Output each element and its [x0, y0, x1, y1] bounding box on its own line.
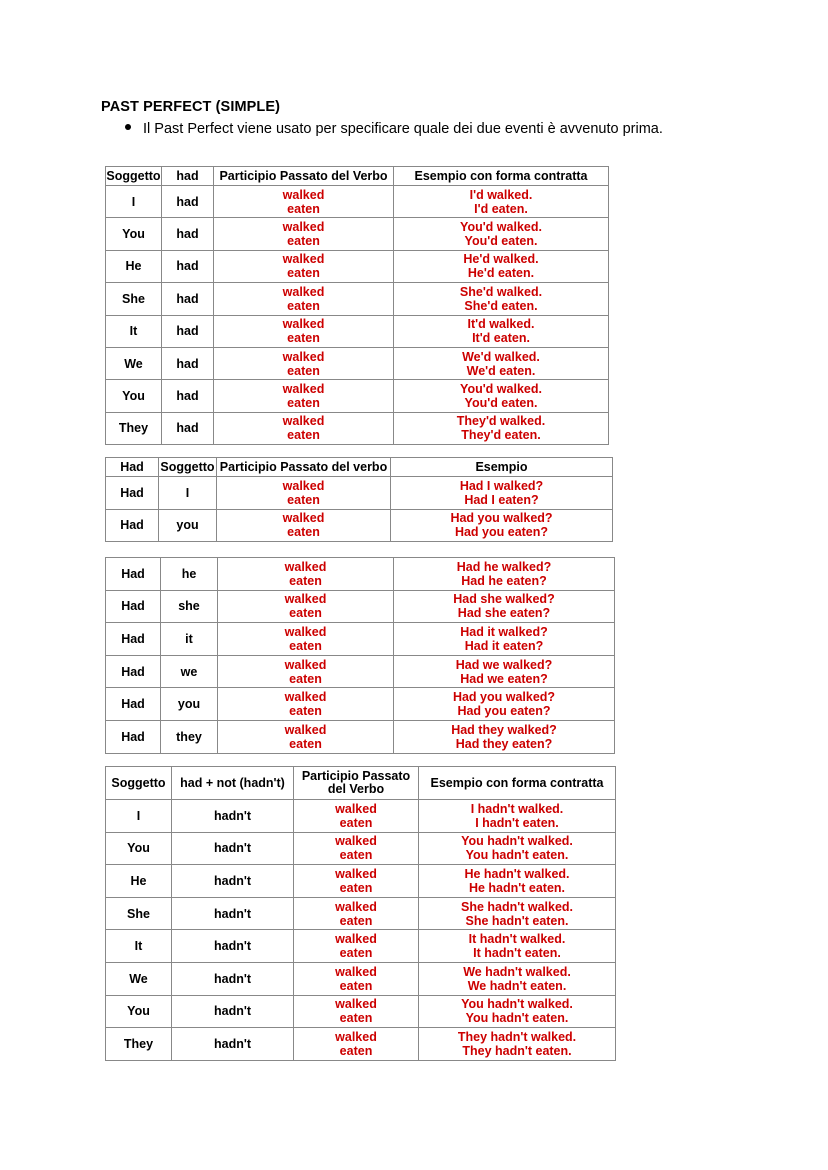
example-cell — [419, 832, 616, 865]
table-row — [106, 962, 616, 995]
example-line1: Had you walked? — [452, 690, 556, 705]
subject-cell: I — [159, 477, 217, 510]
example-line2: They'd eaten. — [461, 428, 541, 443]
participle-line1: walked — [335, 866, 377, 881]
aux-cell: had — [162, 380, 214, 412]
example-line2: He hadn't eaten. — [468, 880, 566, 895]
table-row — [106, 1028, 616, 1061]
header-participle-line2: del Verbo — [327, 782, 385, 796]
example-line1: Had he walked? — [456, 559, 552, 574]
header-participle — [294, 767, 419, 800]
participle-line1: walked — [282, 252, 325, 267]
header-subject: Soggetto — [106, 767, 172, 800]
table-row — [106, 832, 616, 865]
affirmative-rows — [106, 186, 609, 445]
aux-cell: had — [162, 218, 214, 250]
example-line1: Had you walked? — [450, 511, 553, 526]
table-row — [106, 347, 609, 379]
example-line1: Had it walked? — [460, 624, 548, 639]
participle-line2: eaten — [287, 396, 320, 411]
header-participle-line1: Participio Passato — [301, 769, 411, 783]
participle-cell — [218, 558, 394, 591]
table-row — [106, 412, 609, 444]
subject-cell: you — [161, 688, 218, 721]
participle-line2: eaten — [339, 978, 373, 993]
example-line1: Had I walked? — [459, 478, 544, 493]
affirmative-table — [105, 166, 609, 445]
participle-line1: walked — [282, 187, 325, 202]
example-line2: It hadn't eaten. — [473, 946, 561, 961]
bullet-dot-icon — [125, 124, 131, 130]
subject-cell: It — [106, 315, 162, 347]
participle-line1: walked — [284, 690, 327, 705]
participle-line1: walked — [282, 478, 325, 493]
participle-line2: eaten — [289, 606, 322, 621]
header-aux: Had — [106, 458, 159, 477]
aux-cell: Had — [106, 688, 161, 721]
subject-cell: You — [106, 380, 162, 412]
question-rows-b — [106, 558, 615, 754]
example-line2: You'd eaten. — [464, 396, 538, 411]
example-line1: It hadn't walked. — [468, 932, 566, 947]
aux-cell: Had — [106, 477, 159, 510]
participle-line1: walked — [335, 964, 377, 979]
example-cell — [391, 509, 613, 542]
example-cell — [419, 1028, 616, 1061]
participle-cell — [218, 688, 394, 721]
subject-cell: It — [106, 930, 172, 963]
participle-line2: eaten — [287, 298, 320, 313]
example-line2: Had you eaten? — [457, 704, 551, 719]
example-cell — [419, 962, 616, 995]
header-example: Esempio con forma contratta — [419, 767, 616, 800]
question-table-header — [105, 457, 613, 542]
aux-cell: hadn't — [172, 897, 294, 930]
aux-cell: hadn't — [172, 800, 294, 833]
subject-cell: They — [106, 412, 162, 444]
example-line1: I'd walked. — [469, 187, 533, 202]
table-row — [106, 590, 615, 623]
example-cell — [394, 720, 615, 753]
bullet-text: Il Past Perfect viene usato per specificare quale dei due eventi è avvenuto prima. — [143, 121, 663, 137]
example-line2: It'd eaten. — [472, 331, 530, 346]
example-cell — [394, 218, 609, 250]
example-line1: Had they walked? — [451, 722, 557, 737]
participle-line2: eaten — [287, 492, 320, 507]
subject-cell: we — [161, 655, 218, 688]
subject-cell: they — [161, 720, 218, 753]
participle-line2: eaten — [289, 736, 322, 751]
participle-cell — [218, 655, 394, 688]
table-row — [106, 688, 615, 721]
example-line1: You'd walked. — [460, 220, 542, 235]
participle-cell — [294, 930, 419, 963]
participle-line1: walked — [284, 657, 327, 672]
example-line2: We'd eaten. — [466, 363, 536, 378]
participle-cell — [294, 995, 419, 1028]
example-line1: You hadn't walked. — [461, 997, 573, 1012]
header-subject: Soggetto — [159, 458, 217, 477]
participle-line2: eaten — [339, 848, 373, 863]
subject-cell: I — [106, 186, 162, 218]
participle-line1: walked — [284, 592, 327, 607]
table-row — [106, 250, 609, 282]
participle-cell — [294, 962, 419, 995]
participle-line1: walked — [284, 559, 327, 574]
aux-cell: Had — [106, 655, 161, 688]
aux-cell: hadn't — [172, 1028, 294, 1061]
participle-cell — [214, 380, 394, 412]
participle-line2: eaten — [339, 946, 373, 961]
table-row — [106, 477, 613, 510]
example-line2: Had they eaten? — [455, 736, 553, 751]
participle-line2: eaten — [289, 704, 322, 719]
example-cell — [394, 250, 609, 282]
example-line1: She hadn't walked. — [460, 899, 574, 914]
participle-line1: walked — [282, 284, 325, 299]
subject-cell: You — [106, 832, 172, 865]
subject-cell: We — [106, 962, 172, 995]
participle-line1: walked — [335, 932, 377, 947]
participle-cell — [214, 283, 394, 315]
header-participle: Participio Passato del Verbo — [214, 167, 394, 186]
subject-cell: He — [106, 250, 162, 282]
header-participle: Participio Passato del verbo — [217, 458, 391, 477]
example-line2: You'd eaten. — [464, 234, 538, 249]
aux-cell: hadn't — [172, 962, 294, 995]
example-cell — [419, 800, 616, 833]
participle-cell — [294, 897, 419, 930]
participle-cell — [218, 623, 394, 656]
subject-cell: she — [161, 590, 218, 623]
example-cell — [394, 558, 615, 591]
negative-table — [105, 766, 616, 1061]
aux-cell: had — [162, 186, 214, 218]
participle-line2: eaten — [289, 638, 322, 653]
example-line1: We'd walked. — [462, 349, 540, 364]
example-line1: He hadn't walked. — [464, 866, 570, 881]
example-cell — [419, 930, 616, 963]
example-line1: It'd walked. — [467, 317, 535, 332]
example-line1: You'd walked. — [460, 382, 542, 397]
example-line2: Had he eaten? — [461, 573, 547, 588]
subject-cell: you — [159, 509, 217, 542]
example-line1: You hadn't walked. — [461, 834, 573, 849]
participle-line2: eaten — [287, 363, 320, 378]
participle-cell — [294, 800, 419, 833]
example-cell — [394, 283, 609, 315]
participle-line1: walked — [282, 511, 325, 526]
aux-cell: Had — [106, 623, 161, 656]
table-row — [106, 283, 609, 315]
aux-cell: had — [162, 315, 214, 347]
participle-line2: eaten — [289, 671, 322, 686]
participle-line1: walked — [282, 414, 325, 429]
table-row — [106, 897, 616, 930]
header-aux: had + not (hadn't) — [172, 767, 294, 800]
subject-cell: he — [161, 558, 218, 591]
participle-cell — [214, 347, 394, 379]
example-line2: Had you eaten? — [454, 525, 549, 540]
participle-line2: eaten — [339, 880, 373, 895]
aux-cell: had — [162, 250, 214, 282]
example-line2: He'd eaten. — [467, 266, 535, 281]
participle-line2: eaten — [287, 234, 320, 249]
table-row — [106, 509, 613, 542]
example-cell — [394, 380, 609, 412]
participle-cell — [294, 832, 419, 865]
example-line1: I hadn't walked. — [470, 801, 564, 816]
example-line2: Had I eaten? — [464, 492, 539, 507]
example-cell — [394, 590, 615, 623]
aux-cell: had — [162, 347, 214, 379]
example-line2: We hadn't eaten. — [467, 978, 567, 993]
header-example: Esempio — [391, 458, 613, 477]
participle-line2: eaten — [287, 266, 320, 281]
table-row — [106, 930, 616, 963]
subject-cell: You — [106, 218, 162, 250]
negative-rows — [106, 800, 616, 1061]
aux-cell: Had — [106, 720, 161, 753]
example-cell — [391, 477, 613, 510]
question-rows-a — [106, 477, 613, 542]
header-aux: had — [162, 167, 214, 186]
example-line2: You hadn't eaten. — [465, 848, 569, 863]
example-cell — [419, 865, 616, 898]
table-row — [106, 315, 609, 347]
example-cell — [394, 688, 615, 721]
participle-line2: eaten — [339, 913, 373, 928]
participle-cell — [218, 590, 394, 623]
participle-line2: eaten — [287, 201, 320, 216]
bullet-item — [125, 121, 663, 137]
participle-cell — [214, 186, 394, 218]
participle-line2: eaten — [287, 331, 320, 346]
participle-cell — [217, 509, 391, 542]
aux-cell: Had — [106, 558, 161, 591]
example-cell — [394, 186, 609, 218]
example-line1: Had we walked? — [455, 657, 553, 672]
aux-cell: hadn't — [172, 995, 294, 1028]
subject-cell: She — [106, 897, 172, 930]
aux-cell: Had — [106, 509, 159, 542]
aux-cell: hadn't — [172, 832, 294, 865]
participle-cell — [294, 865, 419, 898]
table-row — [106, 186, 609, 218]
aux-cell: hadn't — [172, 930, 294, 963]
table-row — [106, 995, 616, 1028]
subject-cell: You — [106, 995, 172, 1028]
table-row — [106, 720, 615, 753]
participle-line1: walked — [282, 349, 325, 364]
participle-line2: eaten — [289, 573, 322, 588]
example-line1: She'd walked. — [459, 284, 543, 299]
participle-cell — [218, 720, 394, 753]
participle-line2: eaten — [339, 815, 373, 830]
participle-line1: walked — [282, 220, 325, 235]
participle-cell — [294, 1028, 419, 1061]
example-line2: I hadn't eaten. — [475, 815, 559, 830]
subject-cell: I — [106, 800, 172, 833]
example-line2: She hadn't eaten. — [465, 913, 569, 928]
header-subject: Soggetto — [106, 167, 162, 186]
example-line2: Had we eaten? — [460, 671, 548, 686]
subject-cell: She — [106, 283, 162, 315]
table-row — [106, 800, 616, 833]
table-row — [106, 865, 616, 898]
example-cell — [419, 897, 616, 930]
participle-line1: walked — [335, 801, 377, 816]
table-row — [106, 218, 609, 250]
participle-line1: walked — [335, 997, 377, 1012]
participle-line1: walked — [335, 1029, 377, 1044]
example-cell — [394, 315, 609, 347]
participle-line2: eaten — [287, 428, 320, 443]
example-line2: Had she eaten? — [457, 606, 551, 621]
participle-line1: walked — [335, 899, 377, 914]
table-row — [106, 655, 615, 688]
example-line1: He'd walked. — [463, 252, 539, 267]
participle-cell — [214, 412, 394, 444]
table-row — [106, 623, 615, 656]
example-line2: I'd eaten. — [474, 201, 528, 216]
participle-cell — [214, 250, 394, 282]
participle-line2: eaten — [339, 1011, 373, 1026]
participle-line1: walked — [284, 722, 327, 737]
aux-cell: had — [162, 283, 214, 315]
example-line1: They'd walked. — [456, 414, 546, 429]
subject-cell: it — [161, 623, 218, 656]
participle-line1: walked — [282, 382, 325, 397]
example-line2: You hadn't eaten. — [465, 1011, 569, 1026]
example-line1: Had she walked? — [453, 592, 555, 607]
example-cell — [394, 623, 615, 656]
participle-cell — [217, 477, 391, 510]
example-line2: They hadn't eaten. — [462, 1043, 572, 1058]
participle-cell — [214, 218, 394, 250]
aux-cell: Had — [106, 590, 161, 623]
table-row — [106, 558, 615, 591]
example-line1: They hadn't walked. — [457, 1029, 577, 1044]
example-line1: We hadn't walked. — [463, 964, 571, 979]
subject-cell: He — [106, 865, 172, 898]
participle-line1: walked — [284, 624, 327, 639]
participle-line1: walked — [282, 317, 325, 332]
participle-cell — [214, 315, 394, 347]
participle-line2: eaten — [287, 525, 320, 540]
aux-cell: had — [162, 412, 214, 444]
example-line2: Had it eaten? — [464, 638, 544, 653]
example-cell — [419, 995, 616, 1028]
participle-line2: eaten — [339, 1043, 373, 1058]
page-title: PAST PERFECT (SIMPLE) — [101, 99, 281, 115]
example-line2: She'd eaten. — [464, 298, 538, 313]
question-table — [105, 557, 615, 754]
example-cell — [394, 655, 615, 688]
header-example: Esempio con forma contratta — [394, 167, 609, 186]
example-cell — [394, 412, 609, 444]
table-row — [106, 380, 609, 412]
subject-cell: They — [106, 1028, 172, 1061]
example-cell — [394, 347, 609, 379]
aux-cell: hadn't — [172, 865, 294, 898]
participle-line1: walked — [335, 834, 377, 849]
subject-cell: We — [106, 347, 162, 379]
